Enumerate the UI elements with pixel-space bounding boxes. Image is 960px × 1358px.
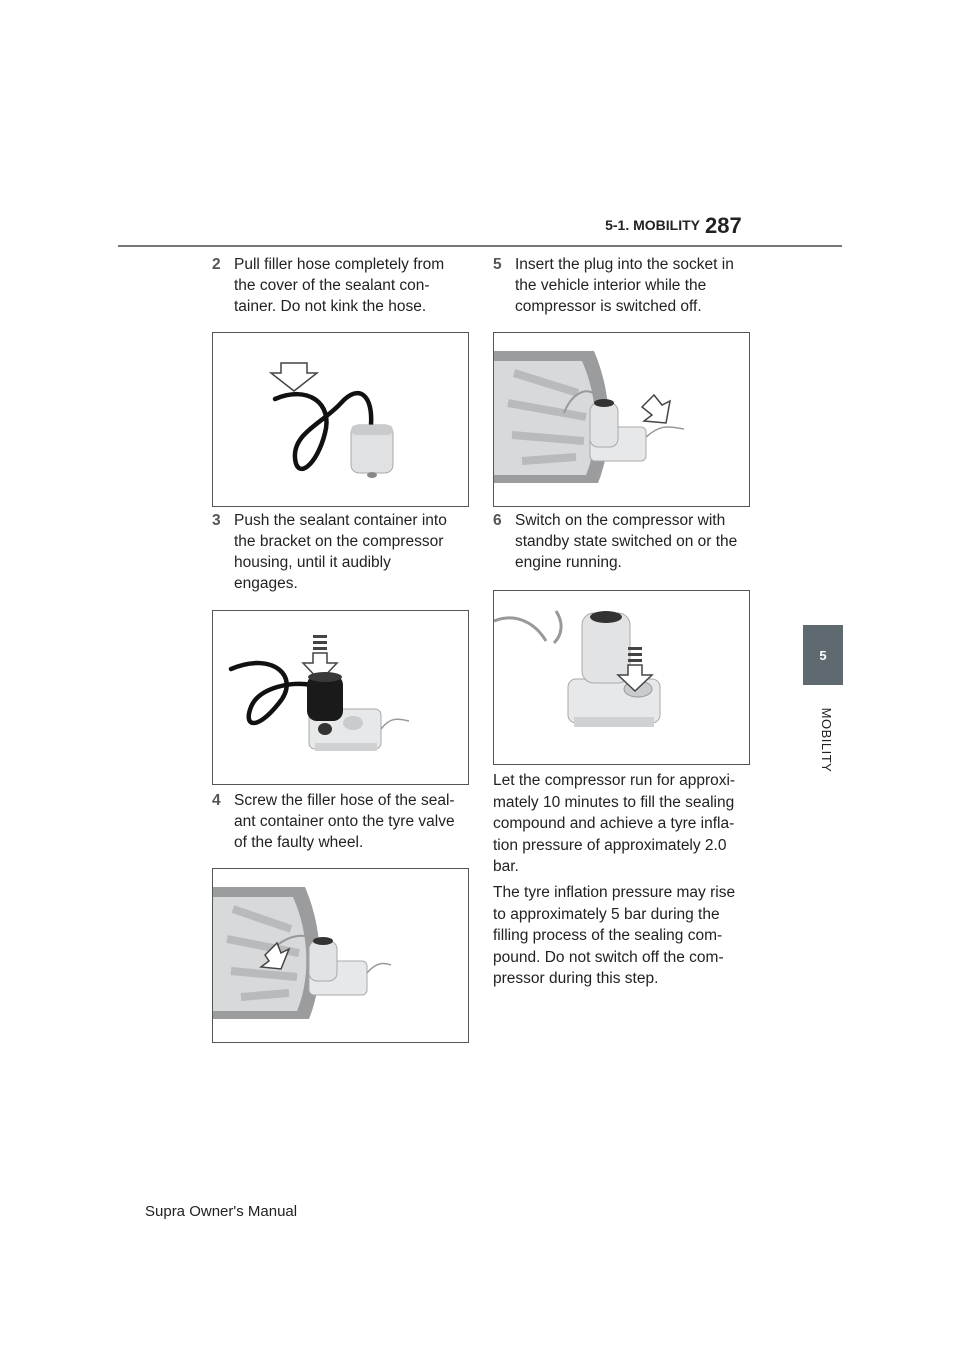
step-line: of the faulty wheel.: [234, 834, 364, 851]
step-6: [493, 510, 753, 576]
step-number: 2: [212, 256, 221, 273]
paragraph-line: bar.: [493, 858, 519, 875]
figure-hose-illustration: [212, 332, 469, 507]
figure-compressor-switch-illustration: [493, 590, 750, 765]
chapter-label: MOBILITY: [819, 707, 834, 773]
step-line: the vehicle interior while the: [515, 277, 707, 294]
paragraph-line: to approximately 5 bar during the: [493, 905, 720, 923]
step-line: the bracket on the compressor: [234, 533, 444, 550]
paragraph-line: The tyre inflation pressure may rise: [493, 884, 736, 901]
paragraph-line: filling process of the sealing com-: [493, 927, 723, 944]
page-number: 287: [705, 213, 742, 238]
step-line: Switch on the compressor with: [515, 512, 726, 529]
step-line: engages.: [234, 575, 298, 592]
step-number: 4: [212, 792, 221, 809]
step-line: Push the sealant container into: [234, 512, 447, 529]
paragraph-line: tion pressure of approximately 2.0: [493, 836, 727, 854]
step-line: ant container onto the tyre valve: [234, 813, 455, 830]
step-line: housing, until it audibly: [234, 554, 391, 571]
paragraph-2: [493, 882, 763, 990]
step-number: 5: [493, 256, 502, 273]
section-title: 5-1. MOBILITY: [605, 217, 700, 233]
step-number: 6: [493, 512, 502, 529]
step-line: standby state switched on or the: [515, 533, 738, 550]
figure-socket-plug-illustration: [493, 332, 750, 507]
figure-valve-illustration: [212, 868, 469, 1043]
paragraph-line: Let the compressor run for approxi-: [493, 772, 736, 789]
step-3: [212, 510, 472, 598]
chapter-number: 5: [819, 647, 827, 663]
step-line: engine running.: [515, 554, 622, 571]
step-line: tainer. Do not kink the hose.: [234, 298, 427, 315]
step-line: the cover of the sealant con-: [234, 277, 430, 294]
header-divider: [118, 245, 842, 247]
step-2: [212, 254, 472, 320]
step-4: [212, 790, 472, 856]
paragraph-line: pound. Do not switch off the com-: [493, 948, 724, 966]
footer-manual-title: Supra Owner's Manual: [145, 1203, 298, 1220]
paragraph-line: compound and achieve a tyre infla-: [493, 815, 735, 832]
chapter-tab: [803, 625, 843, 685]
paragraph-1: [493, 770, 763, 878]
step-line: compressor is switched off.: [515, 298, 702, 315]
step-5: [493, 254, 753, 320]
step-number: 3: [212, 512, 221, 529]
paragraph-line: mately 10 minutes to fill the sealing: [493, 793, 735, 811]
step-line: Pull filler hose completely from: [234, 256, 445, 273]
step-line: Screw the filler hose of the seal-: [234, 792, 455, 809]
figure-container-bracket-illustration: [212, 610, 469, 785]
step-line: Insert the plug into the socket in: [515, 256, 734, 273]
paragraph-line: pressor during this step.: [493, 970, 659, 987]
